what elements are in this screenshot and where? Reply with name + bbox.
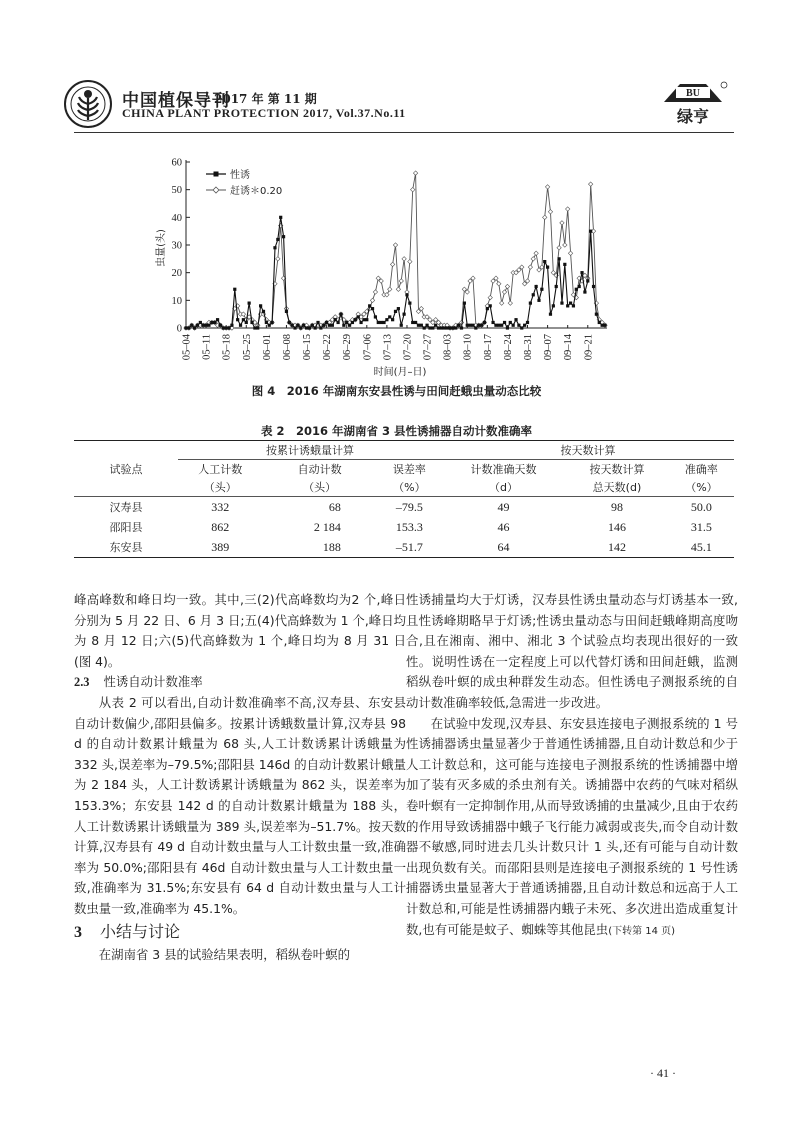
col-header-days-ok: 计数准确天数 [470, 463, 537, 476]
data-point-sex-lure [219, 324, 222, 327]
data-point-sex-lure [342, 324, 345, 327]
y-tick-label: 20 [171, 268, 182, 280]
table-title: 表 2 2016 年湖南省 3 县性诱捕器自动计数准确率 [260, 424, 533, 438]
x-tick-label: 06–01 [261, 334, 273, 361]
table-row [74, 497, 734, 518]
header-divider [74, 132, 734, 133]
text-column-left [74, 590, 406, 965]
data-point-sex-lure [443, 326, 446, 329]
data-point-sex-lure [448, 326, 451, 329]
x-tick-label: 05–04 [181, 334, 193, 361]
data-point-sex-lure [529, 302, 532, 305]
x-tick-label: 08–31 [523, 334, 535, 361]
data-point-sex-lure [385, 318, 388, 321]
cell-days-total: 98 [610, 499, 623, 514]
data-point-sex-lure [227, 326, 230, 329]
journal-title-cn: 中国植保导刊 [122, 91, 230, 111]
col-unit-days-ok: （d） [442, 478, 565, 497]
col-group-days: 按天数计算 [442, 441, 734, 460]
cell-site: 邵阳县 [109, 521, 143, 534]
data-point-sex-lure [454, 326, 457, 329]
data-point-sex-lure [555, 285, 558, 288]
data-point-sex-lure [233, 288, 236, 291]
cell-accuracy: 45.1 [669, 537, 734, 558]
section-number: 3 [74, 923, 82, 941]
y-tick-label: 10 [171, 295, 182, 307]
cell-manual: 332 [211, 499, 230, 514]
data-point-sex-lure [288, 321, 291, 324]
data-point-sex-lure [489, 304, 492, 307]
data-point-sex-lure [537, 299, 540, 302]
x-tick-label: 08–10 [462, 334, 474, 361]
paragraph [406, 714, 738, 943]
y-tick-label: 0 [176, 323, 182, 335]
data-point-sex-lure [578, 285, 581, 288]
data-point-field-moth [408, 259, 412, 263]
data-point-sex-lure [503, 321, 506, 324]
section-title: 小结与讨论 [100, 921, 181, 941]
data-point-sex-lure [253, 326, 256, 329]
data-point-sex-lure [483, 321, 486, 324]
col-header-error: 误差率 [392, 463, 426, 476]
data-point-sex-lure [299, 326, 302, 329]
data-point-sex-lure [589, 230, 592, 233]
data-point-sex-lure [535, 285, 538, 288]
data-point-field-moth [557, 246, 561, 250]
paragraph: 在湖南省 3 县的试验结果表明，稻纵卷叶螟的 [98, 946, 350, 962]
data-point-sex-lure [506, 326, 509, 329]
legend-marker-field-moth [213, 187, 219, 193]
data-point-field-moth [508, 301, 512, 305]
data-point-field-moth [502, 290, 506, 294]
col-unit-auto: （头） [262, 478, 376, 497]
data-point-sex-lure [414, 321, 417, 324]
data-point-sex-lure [222, 326, 225, 329]
cell-auto: 68 [328, 499, 341, 514]
data-point-sex-lure [437, 326, 440, 329]
x-axis-label: 时间(月–日) [373, 367, 427, 378]
data-point-sex-lure [397, 307, 400, 310]
data-point-sex-lure [265, 321, 268, 324]
data-point-sex-lure [423, 326, 426, 329]
cell-site: 东安县 [74, 537, 178, 558]
data-point-sex-lure [598, 321, 601, 324]
data-point-field-moth [543, 215, 547, 219]
journal-title-en: CHINA PLANT PROTECTION 2017, Vol.37.No.11 [122, 106, 406, 120]
data-point-sex-lure [276, 238, 279, 241]
cell-auto: 2 184 [313, 519, 341, 534]
data-point-sex-lure [230, 324, 233, 327]
paragraph: 性诱捕量均大于灯诱，汉寿县性诱虫量动态与灯诱基本一致,且性诱峰期略早于灯诱;性诱虫量动态与田间赶蛾峰期高度吻合,且在湘南、湘中、湘北 3 个试验点均表现出很好的一致性。说明性诱在一定程度上可以代替灯诱和田间赶蛾，监测稻纵卷叶螟的成虫种群发生动态。但性诱电子测报系统的自动计数准确率较低,急需进一步改进。 [406, 592, 738, 710]
data-point-sex-lure [377, 321, 380, 324]
data-point-field-moth [497, 282, 501, 286]
y-tick-label: 40 [171, 212, 182, 224]
data-point-sex-lure [348, 324, 351, 327]
data-point-sex-lure [451, 326, 454, 329]
data-point-sex-lure [575, 288, 578, 291]
table-row [74, 517, 734, 537]
data-point-sex-lure [569, 302, 572, 305]
x-tick-label: 06–29 [342, 334, 354, 361]
data-point-sex-lure [319, 326, 322, 329]
x-tick-label: 09–14 [563, 334, 575, 361]
x-tick-label: 08–24 [502, 334, 514, 361]
data-point-sex-lure [282, 235, 285, 238]
data-point-sex-lure [210, 321, 213, 324]
y-tick-label: 60 [171, 157, 182, 169]
data-point-sex-lure [560, 302, 563, 305]
data-point-sex-lure [236, 318, 239, 321]
col-header-site: 试验点 [74, 441, 178, 497]
section-heading-2-3 [74, 672, 406, 693]
data-point-sex-lure [400, 324, 403, 327]
data-point-sex-lure [603, 324, 606, 327]
data-point-sex-lure [580, 271, 583, 274]
data-point-field-moth [568, 251, 572, 255]
data-point-sex-lure [477, 324, 480, 327]
data-point-sex-lure [543, 260, 546, 263]
data-point-sex-lure [256, 326, 259, 329]
col-unit-manual: （头） [178, 478, 262, 497]
data-point-field-moth [370, 298, 374, 302]
data-point-sex-lure [466, 324, 469, 327]
x-tick-label: 09–21 [583, 334, 595, 361]
data-point-sex-lure [552, 304, 555, 307]
section-title: 性诱自动计数准率 [103, 674, 203, 690]
cell-days-ok: 49 [497, 499, 510, 514]
legend-marker-sex-lure [214, 172, 219, 177]
data-point-sex-lure [259, 304, 262, 307]
data-point-sex-lure [328, 324, 331, 327]
x-tick-label: 09–07 [543, 334, 555, 361]
col-unit-days-total: 总天数(d) [565, 478, 669, 497]
cell-days-ok: 46 [497, 519, 510, 534]
section-heading-3 [74, 920, 406, 945]
x-tick-label: 06–22 [322, 334, 334, 361]
data-point-sex-lure [572, 304, 575, 307]
data-point-sex-lure [434, 324, 437, 327]
data-point-sex-lure [471, 324, 474, 327]
data-point-sex-lure [262, 310, 265, 313]
data-point-sex-lure [540, 288, 543, 291]
x-tick-label: 06–08 [281, 334, 293, 361]
data-point-sex-lure [305, 326, 308, 329]
cell-days-total: 146 [607, 519, 626, 534]
page-number: · 41 · [650, 1066, 676, 1080]
data-point-sex-lure [586, 279, 589, 282]
data-point-field-moth [548, 210, 552, 214]
data-point-sex-lure [546, 266, 549, 269]
data-point-sex-lure [365, 318, 368, 321]
data-point-sex-lure [494, 324, 497, 327]
issue-label: 2017 年 第 11 期 [214, 92, 317, 106]
data-point-sex-lure [411, 321, 414, 324]
data-point-sex-lure [388, 315, 391, 318]
x-tick-label: 07–20 [402, 334, 414, 361]
data-point-sex-lure [368, 304, 371, 307]
text-column-right [406, 590, 738, 942]
data-point-sex-lure [204, 324, 207, 327]
legend-label-field-moth: 赶诱＊0.20 [230, 186, 283, 197]
data-point-sex-lure [296, 324, 299, 327]
paragraph-text: 在试验中发现,汉寿县、东安县连接电子测报系统的 1 号性诱捕器诱虫量显著少于普通性诱捕器,且自动计数总和少于人工计数总和，这可能与连接电子测报系统的性诱捕器中增加了装有灭多威的杀虫剂有关。诱捕器中农药的气味对稻纵卷叶螟有一定抑制作用,从而导致诱捕的虫量减少,且由于农药的作用导致诱捕器中蛾子飞行能力减弱或丧失,而令自动计数器不敏感,同时进去几头计数只计 1 头,还有可能与自动计数出现负数有关。而邵阳县则是连接电子测报系统的 1 号性诱捕器诱虫量显著大于普通诱捕器,且自动计数总和远高于人工计数总和,可能是性诱捕器内蛾子未死、多次进出造成重复计数,也有可能是蚊子、蜘蛛等其他昆虫 [406, 715, 738, 937]
data-point-sex-lure [213, 321, 216, 324]
brand-mark: BU [686, 88, 700, 99]
col-unit-error: （%） [377, 478, 442, 497]
data-point-field-moth [396, 287, 400, 291]
cell-manual: 862 [211, 519, 230, 534]
data-point-field-moth [390, 262, 394, 266]
data-point-sex-lure [520, 326, 523, 329]
journal-logo [64, 80, 112, 128]
cell-accuracy: 31.5 [690, 519, 712, 534]
x-tick-label: 07–27 [422, 334, 434, 361]
cell-site: 汉寿县 [109, 501, 143, 514]
cell-days-total: 142 [565, 537, 669, 558]
data-point-sex-lure [225, 326, 228, 329]
data-point-sex-lure [512, 324, 515, 327]
cell-manual: 389 [178, 537, 262, 558]
data-point-sex-lure [374, 315, 377, 318]
data-point-sex-lure [420, 324, 423, 327]
data-point-sex-lure [592, 285, 595, 288]
data-point-field-moth [385, 293, 389, 297]
cell-error: –79.5 [395, 499, 423, 514]
continued-note: (下转第 14 页) [608, 925, 676, 937]
data-point-sex-lure [408, 302, 411, 305]
data-point-sex-lure [239, 324, 242, 327]
x-tick-label: 05–18 [221, 334, 233, 361]
table-row [74, 537, 734, 558]
data-point-sex-lure [497, 324, 500, 327]
data-point-field-moth [563, 243, 567, 247]
data-point-sex-lure [566, 304, 569, 307]
data-point-sex-lure [446, 326, 449, 329]
data-point-sex-lure [428, 326, 431, 329]
y-axis-label: 虫量(头) [156, 229, 167, 267]
data-point-sex-lure [334, 318, 337, 321]
data-point-field-moth [373, 290, 377, 294]
data-point-sex-lure [202, 324, 205, 327]
data-point-sex-lure [514, 318, 517, 321]
data-point-sex-lure [469, 324, 472, 327]
data-point-sex-lure [431, 326, 434, 329]
data-point-sex-lure [549, 313, 552, 316]
cell-error: 153.3 [395, 519, 423, 534]
section-number: 2.3 [74, 675, 90, 690]
data-point-sex-lure [523, 324, 526, 327]
data-point-sex-lure [480, 324, 483, 327]
data-point-sex-lure [184, 326, 187, 329]
data-point-sex-lure [187, 326, 190, 329]
col-group-cumulative: 按累计诱蛾量计算 [178, 441, 442, 460]
data-point-sex-lure [359, 321, 362, 324]
data-point-sex-lure [308, 326, 311, 329]
data-point-sex-lure [193, 326, 196, 329]
data-point-sex-lure [595, 313, 598, 316]
data-point-sex-lure [242, 318, 245, 321]
cell-error: –51.7 [377, 537, 442, 558]
data-point-field-moth [531, 257, 535, 261]
data-point-sex-lure [362, 318, 365, 321]
data-point-field-moth [402, 257, 406, 261]
data-point-field-moth [560, 221, 564, 225]
data-point-sex-lure [457, 324, 460, 327]
data-point-sex-lure [509, 321, 512, 324]
data-point-field-moth [545, 185, 549, 189]
brand-name: 绿亨 [676, 107, 710, 126]
data-point-sex-lure [425, 324, 428, 327]
data-point-field-moth [505, 284, 509, 288]
x-tick-label: 07–13 [382, 334, 394, 361]
data-point-field-moth [499, 301, 503, 305]
data-point-sex-lure [293, 326, 296, 329]
data-point-sex-lure [563, 263, 566, 266]
x-tick-label: 08–17 [482, 334, 494, 361]
data-point-sex-lure [460, 326, 463, 329]
data-point-sex-lure [583, 290, 586, 293]
data-point-sex-lure [245, 321, 248, 324]
col-header-days-total: 按天数计算 [589, 463, 645, 476]
data-point-sex-lure [357, 315, 360, 318]
data-point-sex-lure [403, 313, 406, 316]
data-point-sex-lure [311, 324, 314, 327]
chart-legend [206, 168, 282, 197]
data-point-field-moth [528, 265, 532, 269]
data-point-sex-lure [517, 324, 520, 327]
data-point-sex-lure [322, 324, 325, 327]
data-point-sex-lure [268, 324, 271, 327]
data-point-field-moth [534, 251, 538, 255]
data-point-sex-lure [316, 321, 319, 324]
figure-4-chart [150, 150, 620, 380]
paragraph: 峰高峰数和峰日均一致。其中,三(2)代高峰数均为2 个,峰日分别为 5 月 22 日、6 月 3 日;五(4)代高蜂数为 1 个,峰日均为 8 月 12 日;六(5)代高蜂数为 1 个,峰日均为 8 月 31 日(图 4)。 [74, 592, 406, 669]
x-tick-label: 08–03 [442, 334, 454, 361]
data-point-sex-lure [196, 324, 199, 327]
data-point-sex-lure [207, 324, 210, 327]
col-unit-accuracy: （%） [669, 478, 734, 497]
data-point-field-moth [241, 312, 245, 316]
figure-caption: 图 4 2016 年湖南东安县性诱与田间赶蛾虫量动态比较 [251, 384, 542, 398]
x-tick-label: 07–06 [362, 334, 374, 361]
data-point-sex-lure [526, 321, 529, 324]
data-point-sex-lure [250, 321, 253, 324]
y-tick-label: 50 [171, 185, 182, 197]
data-point-field-moth [388, 287, 392, 291]
data-point-sex-lure [351, 321, 354, 324]
data-point-sex-lure [199, 321, 202, 324]
data-point-sex-lure [331, 324, 334, 327]
data-point-field-moth [399, 279, 403, 283]
data-point-sex-lure [302, 324, 305, 327]
data-point-sex-lure [248, 302, 251, 305]
legend-label-sex-lure: 性诱 [230, 170, 250, 181]
paragraph: 从表 2 可以看出,自动计数准确率不高,汉寿县、东安县自动计数偏少,邵阳县偏多。按累计诱蛾数量计算,汉寿县 98 d 的自动计数累计蛾量为 68 头,人工计数诱累计诱蛾量为 332 头,误差率为–79.5%;邵阳县 146d 的自动计数累计蛾量为 2 184 头，人工计数诱累计诱蛾量为 862 头，误差率为153.3%；东安县 142 d 的自动计数累计蛾量为 188 头，人工计数诱累计诱蛾量为 389 头,误差率为–51.7%。按天数计算,汉寿县有 49 d 自动计数虫量与人工计数虫量一致,准确率为 50.0%;邵阳县有 46d 自动计数虫量与人工计数虫量一致,准确率为 31.5%;东安县有 64 d 自动计数虫量与人工计数虫量一致,准确率为 45.1%。 [74, 694, 406, 916]
data-point-sex-lure [474, 326, 477, 329]
x-tick-label: 06–15 [302, 334, 314, 361]
data-point-sex-lure [273, 246, 276, 249]
data-point-sex-lure [557, 257, 560, 260]
data-point-sex-lure [325, 321, 328, 324]
data-point-field-moth [565, 207, 569, 211]
x-tick-label: 05–11 [201, 334, 213, 360]
data-point-sex-lure [417, 324, 420, 327]
data-point-field-moth [276, 257, 280, 261]
cell-accuracy: 50.0 [690, 499, 712, 514]
accuracy-table [74, 440, 734, 558]
cell-auto: 188 [262, 537, 376, 558]
col-header-manual: 人工计数 [198, 463, 243, 476]
data-point-sex-lure [371, 307, 374, 310]
data-point-field-moth [413, 171, 417, 175]
data-point-sex-lure [339, 313, 342, 316]
data-point-sex-lure [354, 318, 357, 321]
data-point-sex-lure [405, 293, 408, 296]
data-point-sex-lure [190, 324, 193, 327]
data-point-sex-lure [394, 310, 397, 313]
x-tick-label: 05–25 [241, 334, 253, 361]
data-point-sex-lure [500, 324, 503, 327]
data-point-sex-lure [486, 307, 489, 310]
data-point-sex-lure [440, 326, 443, 329]
data-point-field-moth [393, 243, 397, 247]
data-point-sex-lure [532, 293, 535, 296]
data-point-field-moth [411, 187, 415, 191]
data-point-sex-lure [491, 321, 494, 324]
data-point-sex-lure [314, 326, 317, 329]
data-point-sex-lure [285, 310, 288, 313]
data-point-sex-lure [382, 321, 385, 324]
y-tick-label: 30 [171, 240, 182, 252]
col-header-accuracy: 准确率 [684, 463, 718, 476]
data-point-sex-lure [279, 216, 282, 219]
data-point-sex-lure [270, 321, 273, 324]
data-point-sex-lure [291, 324, 294, 327]
data-point-sex-lure [601, 324, 604, 327]
data-point-sex-lure [391, 318, 394, 321]
data-point-sex-lure [216, 318, 219, 321]
data-point-sex-lure [463, 302, 466, 305]
data-point-field-moth [588, 182, 592, 186]
data-point-sex-lure [380, 321, 383, 324]
data-point-sex-lure [345, 321, 348, 324]
data-point-sex-lure [337, 321, 340, 324]
brand-logo [658, 80, 728, 130]
cell-days-ok: 64 [442, 537, 565, 558]
col-header-auto: 自动计数 [297, 463, 342, 476]
data-point-field-moth [488, 295, 492, 299]
